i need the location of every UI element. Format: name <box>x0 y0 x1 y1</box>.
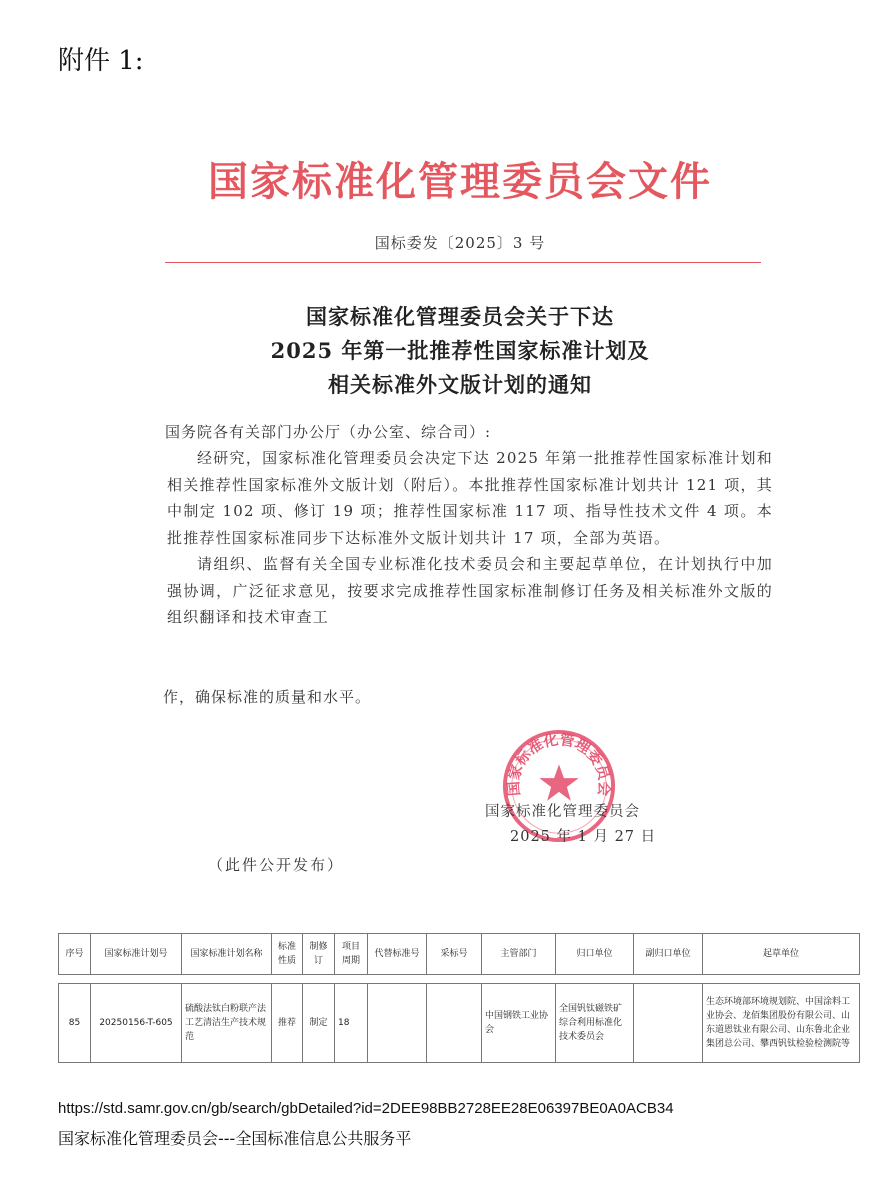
body-paragraph: 经研究，国家标准化管理委员会决定下达 2025 年第一批推荐性国家标准计划和相关推荐性国家标准外文版计划（附后）。本批推荐性国家标准计划共计 121 项，其中制定 102 项、修订 19 项；推荐性国家标准 117 项、指导性技术文件 4 项。本批推荐性国家标准同步下达标准外文版计划共计 17 项，全部为英语。 <box>167 449 773 547</box>
header-committee: 归口单位 <box>556 934 634 975</box>
source-url-link[interactable]: https://std.samr.gov.cn/gb/search/gbDetailed?id=2DEE98BB2728EE28E06397BE0A0ACB34 <box>58 1100 674 1117</box>
header-replaces: 代替标准号 <box>368 934 427 975</box>
header-drafters: 起草单位 <box>703 934 860 975</box>
table-header-row <box>59 934 860 975</box>
table-row <box>59 984 860 1063</box>
red-divider <box>165 262 761 263</box>
header-adopted: 采标号 <box>427 934 482 975</box>
cell-nature: 推荐 <box>272 984 303 1063</box>
seal-text: 国家标准化管理委员会 <box>505 731 613 797</box>
cell-replaces <box>368 984 427 1063</box>
body-paragraph: 请组织、监督有关全国专业标准化技术委员会和主要起草单位，在计划执行中加强协调，广泛征求意见，按要求完成推荐性国家标准制修订任务及相关标准外文版的组织翻译和技术审查工 <box>167 555 773 626</box>
cell-committee: 全国钒钛磁铁矿综合利用标准化技术委员会 <box>556 984 634 1063</box>
site-name: 国家标准化管理委员会---全国标准信息公共服务平 <box>58 1129 412 1148</box>
cell-adopted <box>427 984 482 1063</box>
cell-type: 制定 <box>303 984 335 1063</box>
public-note: （此件公开发布） <box>208 856 345 874</box>
heading-line: 国家标准化管理委员会关于下达 <box>306 304 614 329</box>
closing-line: 作，确保标准的质量和水平。 <box>163 688 372 706</box>
header-nature: 标准性质 <box>272 934 303 975</box>
cell-plan-no: 20250156-T-605 <box>91 984 182 1063</box>
addressee: 国务院各有关部门办公厅（办公室、综合司）: <box>165 423 492 441</box>
cell-department: 中国钢铁工业协会 <box>482 984 556 1063</box>
document-number: 国标委发〔2025〕3 号 <box>374 234 546 252</box>
document-heading <box>160 300 760 402</box>
header-cycle: 项目周期 <box>335 934 368 975</box>
header-type: 制修订 <box>303 934 335 975</box>
document-body <box>167 445 773 631</box>
header-plan-name: 国家标准计划名称 <box>182 934 272 975</box>
attachment-label: 附件 1: <box>58 46 144 76</box>
heading-line: 相关标准外文版计划的通知 <box>328 372 592 397</box>
cell-cycle: 18 <box>335 984 368 1063</box>
header-department: 主管部门 <box>482 934 556 975</box>
issuer-name: 国家标准化管理委员会 <box>485 804 640 820</box>
heading-line: 2025 年第一批推荐性国家标准计划及 <box>270 338 650 363</box>
issue-date: 2025 年 1 月 27 日 <box>510 829 657 845</box>
table-gap <box>59 975 860 984</box>
standards-plan-table <box>58 933 860 1063</box>
cell-drafters: 生态环境部环境规划院、中国涂料工业协会、龙佰集团股份有限公司、山东道恩钛业有限公司、山东鲁北企业集团总公司、攀西钒钛检验检测院等 <box>703 984 860 1063</box>
header-sub-committee: 副归口单位 <box>634 934 703 975</box>
cell-seq: 85 <box>59 984 91 1063</box>
header-seq: 序号 <box>59 934 91 975</box>
cell-plan-name: 硫酸法钛白粉联产法工艺清洁生产技术规范 <box>182 984 272 1063</box>
cell-sub-committee <box>634 984 703 1063</box>
document-red-header: 国家标准化管理委员会文件 <box>208 159 712 205</box>
header-plan-no: 国家标准计划号 <box>91 934 182 975</box>
